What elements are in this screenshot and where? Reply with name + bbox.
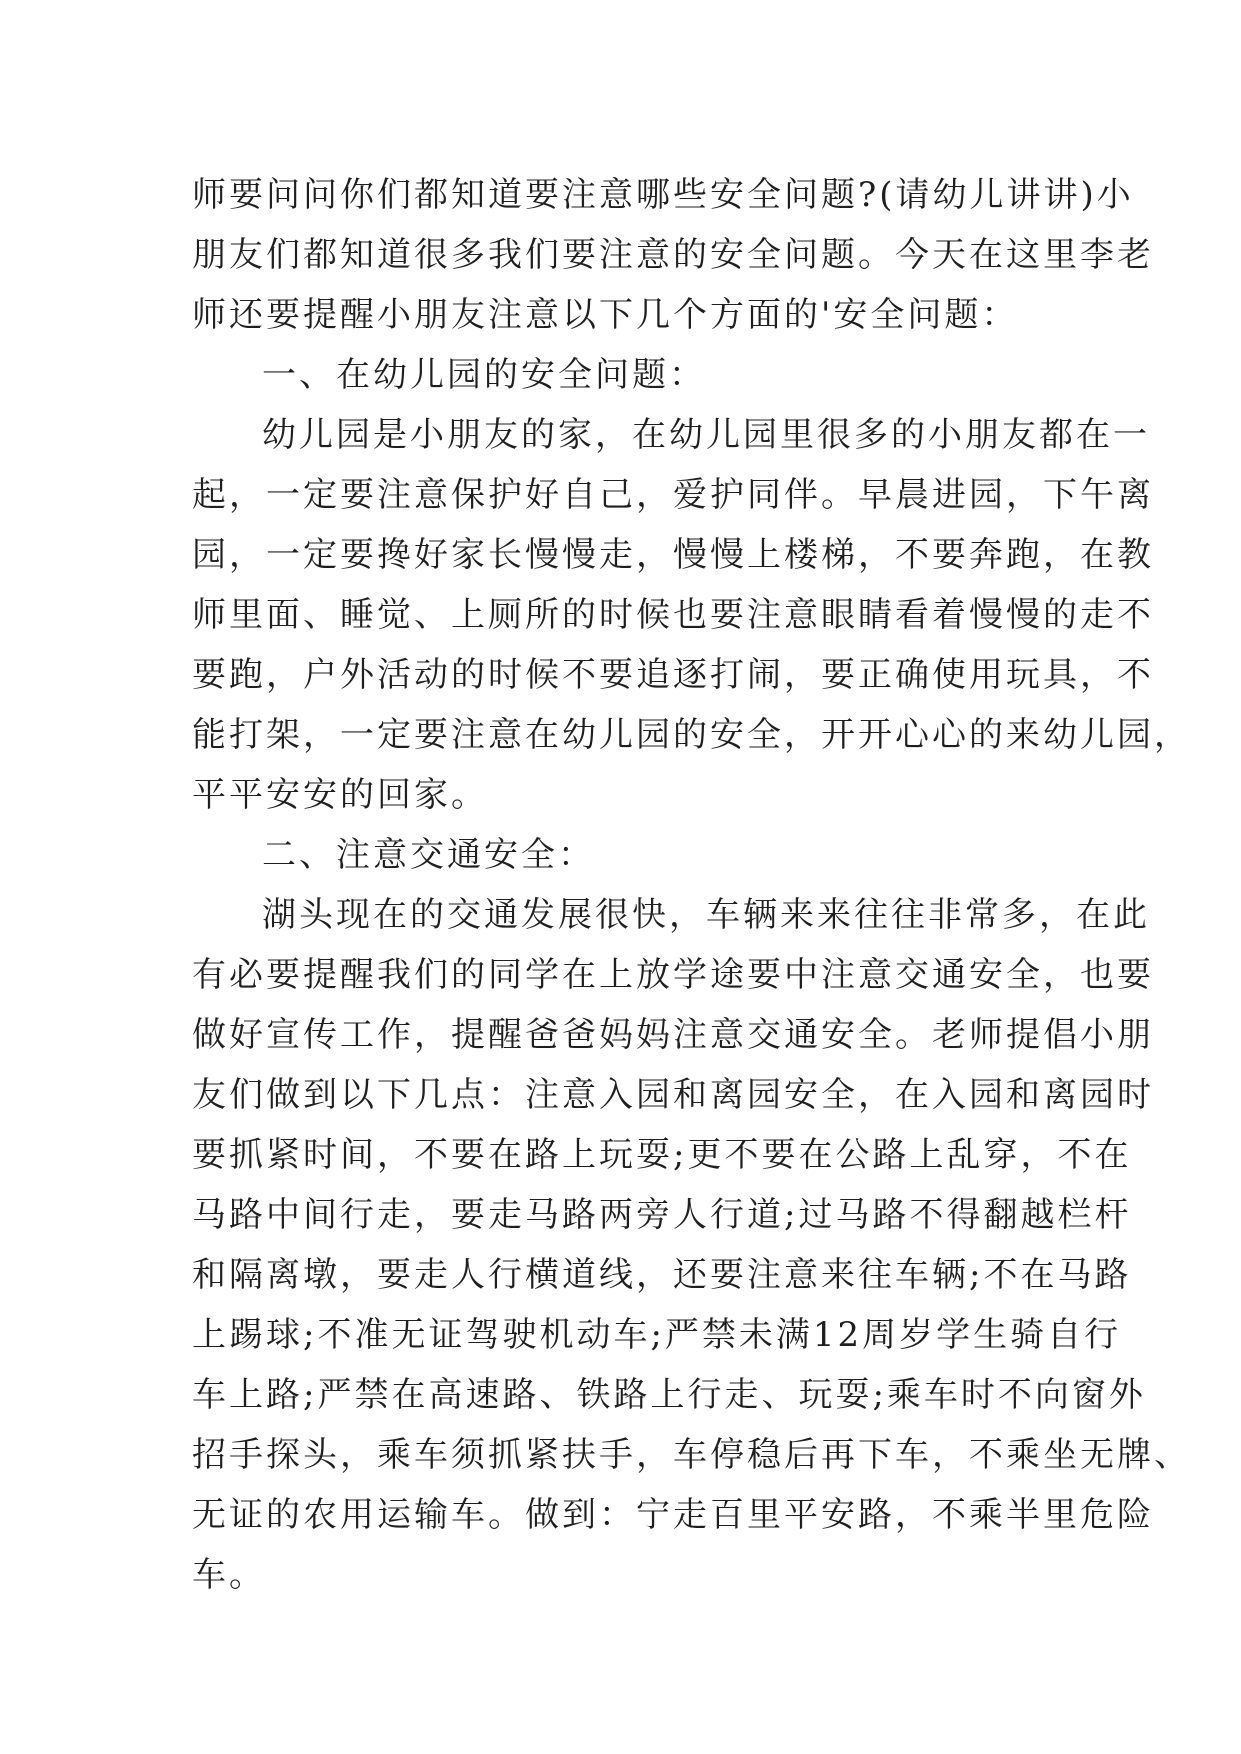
paragraph-start: 湖头现在的交通发展很快，车辆来来往往非常多，在此 (262, 895, 1150, 935)
text-line: 友们做到以下几点：注意入园和离园安全，在入园和离园时 (192, 1075, 1154, 1115)
paragraph-start: 幼儿园是小朋友的家，在幼儿园里很多的小朋友都在一 (262, 415, 1150, 455)
text-line: 朋友们都知道很多我们要注意的安全问题。今天在这里李老 (192, 235, 1154, 275)
text-line: 车。 (192, 1555, 266, 1595)
text-line: 和隔离墩，要走人行横道线，还要注意来往车辆;不在马路 (192, 1255, 1132, 1295)
section-heading-1: 一、在幼儿园的安全问题： (262, 355, 706, 395)
text-line: 有必要提醒我们的同学在上放学途要中注意交通安全，也要 (192, 955, 1154, 995)
text-line: 师还要提醒小朋友注意以下几个方面的'安全问题： (192, 295, 1019, 335)
section-heading-2: 二、注意交通安全： (262, 835, 595, 875)
text-line: 招手探头，乘车须抓紧扶手，车停稳后再下车，不乘坐无牌、 (192, 1435, 1191, 1475)
text-line: 马路中间行走，要走马路两旁人行道;过马路不得翻越栏杆 (192, 1195, 1132, 1235)
text-line: 能打架，一定要注意在幼儿园的安全，开开心心的来幼儿园， (192, 715, 1191, 755)
text-line: 做好宣传工作，提醒爸爸妈妈注意交通安全。老师提倡小朋 (192, 1015, 1154, 1055)
text-line: 师要问问你们都知道要注意哪些安全问题?(请幼儿讲讲)小 (192, 175, 1134, 215)
text-line: 起，一定要注意保护好自己，爱护同伴。早晨进园，下午离 (192, 475, 1154, 515)
text-line: 园，一定要搀好家长慢慢走，慢慢上楼梯，不要奔跑，在教 (192, 535, 1154, 575)
text-line: 要跑，户外活动的时候不要追逐打闹，要正确使用玩具，不 (192, 655, 1154, 695)
text-line: 平平安安的回家。 (192, 775, 488, 815)
text-line: 无证的农用运输车。做到：宁走百里平安路，不乘半里危险 (192, 1495, 1154, 1535)
text-line: 要抓紧时间，不要在路上玩耍;更不要在公路上乱穿，不在 (192, 1135, 1132, 1175)
text-line: 上踢球;不准无证驾驶机动车;严禁未满12周岁学生骑自行 (192, 1315, 1122, 1355)
text-line: 师里面、睡觉、上厕所的时候也要注意眼睛看着慢慢的走不 (192, 595, 1154, 635)
document-body (192, 165, 1191, 1605)
text-line: 车上路;严禁在高速路、铁路上行走、玩耍;乘车时不向窗外 (192, 1375, 1146, 1415)
